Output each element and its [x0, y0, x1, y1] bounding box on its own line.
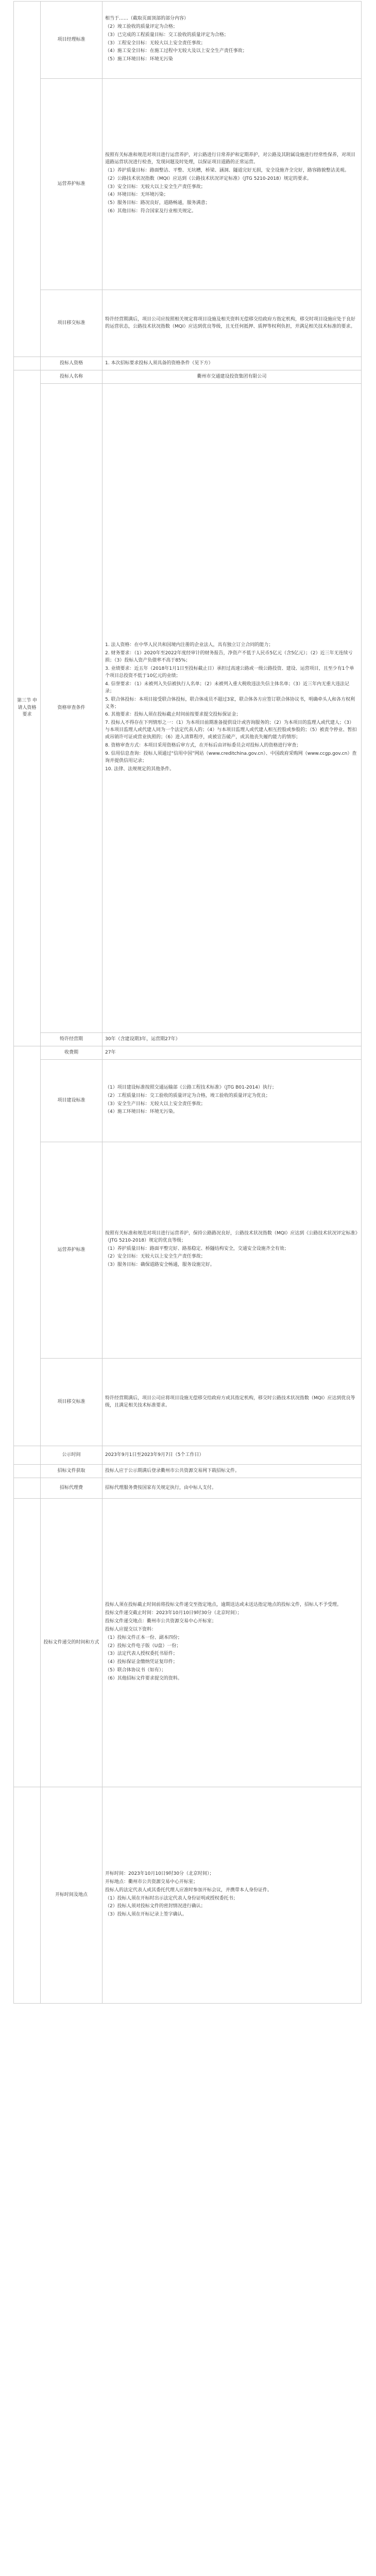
row-label: 项目移交标准 — [41, 290, 102, 357]
bid-info-table — [13, 1, 362, 2004]
row-content — [102, 1787, 362, 2004]
text-line: 10. 法律、法规规定的其他条件。 — [105, 767, 175, 772]
row-content: 特许经营期满后，项目公司应按照相关规定将项目设施及相关资料无偿移交给政府方指定机构，移交时项目设施应处于良好的运营状态，公路技术状况指数（MQI）应达到优良等级，且无任何抵押、质押等权利负担，并满足相关技术标准的要求。 — [102, 290, 362, 357]
table-row — [14, 1046, 362, 1060]
text-line: （2）投标文件电子版（U盘）一份； — [105, 1643, 181, 1649]
row-label: 投标人资格 — [41, 357, 102, 370]
row-label: 公示时间 — [41, 1446, 102, 1465]
row-content: 2023年9月1日至2023年9月7日（5个工作日） — [102, 1446, 362, 1465]
row-label: 项目经理标准 — [41, 2, 102, 79]
text-line: 投标文件递交截止时间：2023年10月10日9时30分（北京时间）； — [105, 1610, 242, 1616]
row-label: 运营养护标准 — [41, 1142, 102, 1359]
row-content — [102, 384, 362, 1033]
row-label: 特许经营期 — [41, 1033, 102, 1046]
text-line: （1）投标人须在开标时出示法定代表人身份证明或授权委托书； — [105, 1895, 238, 1901]
table-row — [14, 357, 362, 370]
text-line: 投标文件递交地点：衢州市公共资源交易中心开标室； — [105, 1618, 217, 1624]
text-line: 投标人的法定代表人或其委托代理人应准时参加开标会议，并携带本人身份证件。 — [105, 1887, 272, 1893]
category-cell — [14, 1478, 41, 1499]
text-line: （6）其他目标：符合国家及行业相关规定。 — [105, 209, 196, 214]
category-cell — [14, 1446, 41, 1465]
table-row — [14, 1478, 362, 1499]
text-line: （3）服务目标：确保道路安全畅通，服务设施完好。 — [105, 1262, 215, 1268]
text-line: 投标人须在投标截止时间前将投标文件递交至指定地点，逾期送达或未送达指定地点的投标文件，招标人不予受理。 — [105, 1602, 342, 1607]
table-row — [14, 79, 362, 290]
row-content: 特许经营期满后，项目公司应将项目设施无偿移交给政府方或其指定机构，移交时公路技术状况指数（MQI）应达到优良等级，且满足相关技术标准要求。 — [102, 1359, 362, 1446]
text-line: （3）安全目标：无较大以上安全生产责任事故； — [105, 184, 206, 190]
table-row — [14, 1787, 362, 2004]
text-line: （1）项目建设标准按照交通运输部《公路工程技术标准》（JTG B01-2014）执行； — [105, 1084, 277, 1090]
row-content: 27年 — [102, 1046, 362, 1060]
text-line: 相当于……（截取页面顶部的部分内容） — [105, 15, 189, 21]
category-cell — [14, 1046, 41, 1446]
text-line: （2）工程质量目标：交工验收的质量评定为合格，竣工验收的质量评定为优良； — [105, 1093, 270, 1098]
text-line: 9. 信用信息查询：投标人须通过“信用中国”网站（www.creditchina.gov.cn）、中国政府采购网（www.ccgp.gov.cn）查询并提供信用记录； — [105, 751, 357, 764]
text-line: 按照有关标准和规范对项目进行运营养护，保持公路路况良好，公路技术状况指数（MQI）应达到《公路技术状况评定标准》（JTG 5210-2018）规定的优良等级； — [105, 1230, 358, 1243]
text-line: 投标人应提交以下资料： — [105, 1626, 157, 1632]
category-cell — [14, 1465, 41, 1478]
table-row — [14, 2, 362, 79]
text-line: （3）安全生产目标：无较大以上安全责任事故； — [105, 1101, 206, 1107]
text-line: 6. 其他要求：投标人须在投标截止时间前按要求提交投标保证金； — [105, 712, 241, 718]
category-cell — [14, 1499, 41, 1787]
row-label: 投标文件递交的时间和方式 — [41, 1499, 102, 1787]
text-line: （5）施工环境目标：环境无污染 — [105, 57, 173, 62]
text-line: （2）竣工验收的质量评定为合格； — [105, 24, 178, 29]
text-line: 7. 投标人不得存在下列情形之一：（1）为本项目前期准备提供设计或咨询服务的；（2）为本项目的监理人或代建人；（3）与本项目监理人或代建人同为一个法定代表人的；（4）与本项目监理人或代建人相互控股或参股的；（5）被责令停业、暂扣或吊销许可证或营业执照的；（6）进入清算程序，或被宣告破产，或其他丧失履约能力的情形； — [105, 720, 357, 740]
text-line: （3）法定代表人授权委托书原件； — [105, 1651, 178, 1657]
text-line: 4. 信誉要求：（1）未被列入失信被执行人名单；（2）未被列入重大税收违法失信主体名单；（3）近三年内无重大违法记录； — [105, 681, 350, 694]
row-label: 开标时间及地点 — [41, 1787, 102, 2004]
text-line: （5）服务目标：路况良好，道路畅通，服务满意； — [105, 200, 210, 206]
row-content — [102, 1060, 362, 1142]
text-line: （4）施工安全目标：在施工过程中无较大及以上安全生产责任事故； — [105, 48, 247, 54]
table-row — [14, 1499, 362, 1787]
text-line: 开标时间：2023年10月10日9时30分（北京时间）； — [105, 1871, 214, 1876]
text-line: 2. 财务要求：（1）2020年至2022年度经审计的财务报告，净资产不低于人民币5亿元（含5亿元）；（2）近三年无连续亏损；（3）投标人资产负债率不高于85%； — [105, 650, 353, 663]
row-content: 1. 本次招标要求投标人须具备的资格条件（见下方） — [102, 357, 362, 370]
category-cell — [14, 357, 41, 370]
text-line: （6）其他招标文件要求提交的资料。 — [105, 1676, 182, 1682]
row-label: 投标人名称 — [41, 370, 102, 384]
text-line: （5）联合体协议书（如有）； — [105, 1668, 166, 1673]
text-line: 5. 联合体投标：本项目接受联合体投标，联合体成员不超过3家，联合体各方应签订联合体协议书，明确牵头人和各方权利义务； — [105, 697, 355, 709]
text-line: （1）投标文件正本一份、副本四份； — [105, 1635, 182, 1640]
row-content — [102, 79, 362, 290]
table-row — [14, 290, 362, 357]
category-cell — [14, 1787, 41, 2004]
row-label: 收费期 — [41, 1046, 102, 1060]
table-row — [14, 1465, 362, 1478]
table-row — [14, 370, 362, 384]
text-line: 1. 法人资格：在中华人民共和国境内注册的企业法人，具有独立订立合同的能力； — [105, 642, 274, 648]
text-line: 按照有关标准和规范对项目进行运营养护，对公路进行日常养护和定期养护，对公路及其附属设施进行经常性保养，对项目道路运营状况进行检查，发现问题及时处理，以保证项目道路的正常运营。 — [105, 152, 356, 165]
text-line: （3）投标人须在开标记录上签字确认。 — [105, 1912, 187, 1918]
row-label: 资格审查条件 — [41, 384, 102, 1033]
text-line: （2）投标人须对投标文件的密封情况进行确认； — [105, 1904, 206, 1909]
table-row — [14, 1446, 362, 1465]
text-line: （1）养护质量目标：路面整洁、平整、无坑槽，桥梁、涵洞、隧道完好无损，安全设施齐全完好，路容路貌整洁美观。 — [105, 167, 349, 173]
section-category: 第三节 申请人资格要求 — [14, 370, 41, 1046]
text-line: （2）公路技术状况指数（MQI）应达到《公路技术状况评定标准》（JTG 5210-2018）规定的要求。 — [105, 176, 312, 181]
text-line: （4）投标保证金缴纳凭证复印件； — [105, 1659, 178, 1665]
row-label: 运营养护标准 — [41, 79, 102, 290]
text-line: 8. 资格审查方式：本项目采用资格后审方式，在开标后由评标委员会对投标人的资格进行审查； — [105, 743, 301, 749]
table-row — [14, 1033, 362, 1046]
row-label: 招标代理费 — [41, 1478, 102, 1499]
row-content: 30年（含建设期3年，运营期27年） — [102, 1033, 362, 1046]
row-content — [102, 1142, 362, 1359]
table-row — [14, 1142, 362, 1359]
category-cell — [14, 2, 41, 357]
text-line: 开标地点：衢州市公共资源交易中心开标室； — [105, 1879, 198, 1885]
row-content — [102, 1499, 362, 1787]
row-label: 项目移交标准 — [41, 1359, 102, 1446]
table-row — [14, 1060, 362, 1142]
text-line: （4）环境目标：无环境污染； — [105, 192, 168, 198]
row-label: 项目建设标准 — [41, 1060, 102, 1142]
row-content: 招标代理服务费按国家有关规定执行，由中标人支付。 — [102, 1478, 362, 1499]
text-line: （4）施工环境目标：环境无污染。 — [105, 1109, 178, 1115]
text-line: （2）安全目标：无较大以上安全生产责任事故； — [105, 1254, 206, 1260]
row-content — [102, 2, 362, 79]
text-line: （1）养护质量目标：路面平整完好、路基稳定、桥隧结构安全，交通安全设施齐全有效； — [105, 1246, 289, 1251]
table-row — [14, 384, 362, 1033]
text-line: （3）已完成的工程质量目标：交工验收的质量评定为合格； — [105, 32, 229, 38]
document — [13, 1, 362, 2004]
applicant-name: 衢州市交通建设投资集团有限公司 — [102, 370, 362, 384]
row-label: 招标文件获取 — [41, 1465, 102, 1478]
text-line: 3. 业绩要求：近五年（2018年1月1日至投标截止日）承担过高速公路或一级公路投资、建设、运营项目，且至少有1个单个项目总投资不低于10亿元的业绩； — [105, 666, 354, 679]
table-row — [14, 1359, 362, 1446]
row-content: 投标人应于公示期满后登录衢州市公共资源交易网下载招标文件。 — [102, 1465, 362, 1478]
text-line: （3）工程安全目标：无较大以上安全责任事故； — [105, 40, 206, 46]
